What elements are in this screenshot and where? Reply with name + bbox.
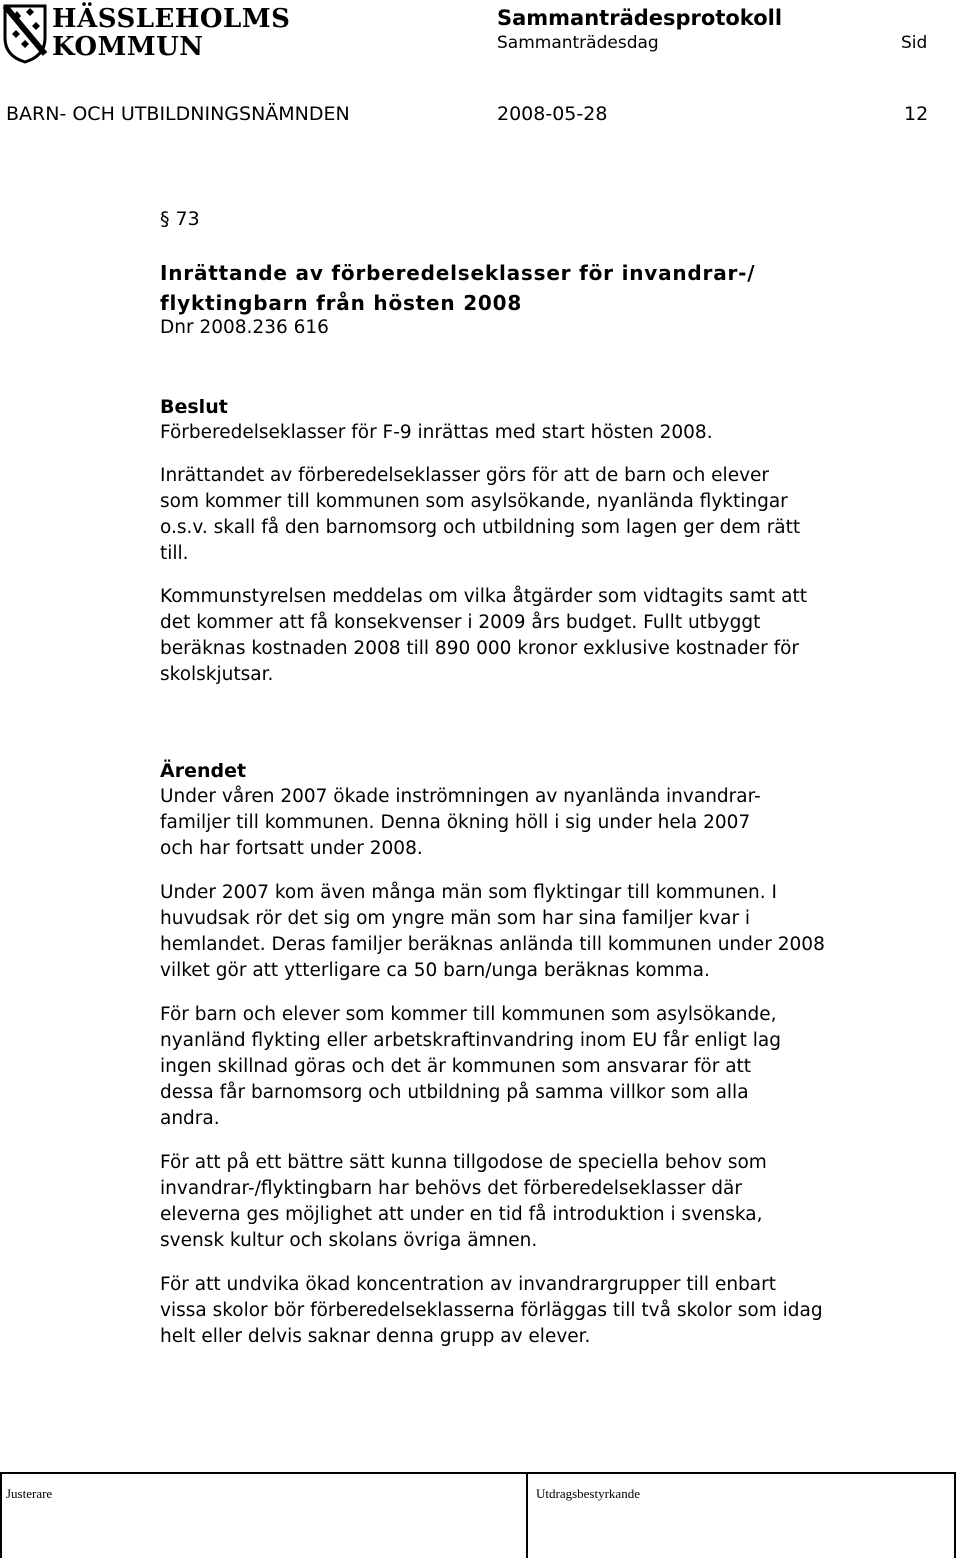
section-number: § 73 xyxy=(160,208,200,230)
logo-wordmark-line2: KOMMUN xyxy=(52,32,204,62)
arendet-paragraph: Under 2007 kom även många män som flyktingar till kommunen. I huvudsak rör det sig om yngre män som har sina familjer kvar i hemlandet. Deras familjer beräknas anlända till kommunen under 2008 vilket gör att ytterligare ca 50 barn/unga beräknas komma. xyxy=(160,882,825,981)
arendet-section xyxy=(160,758,940,1350)
arendet-paragraph: För barn och elever som kommer till kommunen som asylsökande, nyanländ flykting eller arbetskraftinvandring inom EU får enligt lag ingen skillnad göras och det är kommunen som ansvarar för att dessa får barnomsorg och utbildning på samma villkor som alla andra. xyxy=(160,1004,781,1129)
beslut-paragraph: Förberedelseklasser för F-9 inrättas med start hösten 2008. xyxy=(160,422,713,443)
arendet-paragraph: Under våren 2007 ökade inströmningen av nyanlända invandrar- familjer till kommunen. Denna ökning höll i sig under hela 2007 och har fortsatt under 2008. xyxy=(160,786,761,859)
arendet-heading: Ärendet xyxy=(160,760,247,782)
arendet-paragraph: För att undvika ökad koncentration av invandrargrupper till enbart vissa skolor bör förberedelseklasserna förläggas till två skolor som idag helt eller delvis saknar denna grupp av elever. xyxy=(160,1274,823,1347)
utdragsbestyrkande-label: Utdragsbestyrkande xyxy=(536,1486,640,1501)
beslut-section xyxy=(160,394,940,688)
footer-rule xyxy=(0,1472,956,1474)
document-type-title: Sammanträdesprotokoll xyxy=(497,6,783,30)
section-title: Inrättande av förberedelseklasser för invandrar-/ flyktingbarn från hösten 2008 xyxy=(160,261,756,315)
coat-of-arms-icon xyxy=(2,2,48,64)
justerare-label: Justerare xyxy=(6,1486,53,1501)
footer-divider xyxy=(0,1472,2,1558)
beslut-paragraph: Inrättandet av förberedelseklasser görs för att de barn och elever som kommer till kommunen som asylsökande, nyanlända flyktingar o.s.v. skall få den barnomsorg och utbildning som lagen ger dem rätt till. xyxy=(160,465,801,564)
arendet-paragraph: För att på ett bättre sätt kunna tillgodose de speciella behov som invandrar-/flyktingbarn har behövs det förberedelseklasser där eleverna ges möjlighet att under en tid få introduktion i svenska, svensk kultur och skolans övriga ämnen. xyxy=(160,1152,767,1251)
footer-divider xyxy=(526,1472,528,1558)
meeting-date: 2008-05-28 xyxy=(497,103,608,125)
diary-number: Dnr 2008.236 616 xyxy=(160,317,329,338)
logo-wordmark-line1: HÄSSLEHOLMS xyxy=(52,4,291,34)
beslut-heading: Beslut xyxy=(160,396,228,418)
page-label: Sid xyxy=(901,33,928,53)
meeting-day-label: Sammanträdesdag xyxy=(497,33,659,53)
footer-divider xyxy=(954,1472,956,1558)
committee-name: BARN- OCH UTBILDNINGSNÄMNDEN xyxy=(6,103,350,125)
page-number: 12 xyxy=(904,103,929,125)
beslut-paragraph: Kommunstyrelsen meddelas om vilka åtgärder som vidtagits samt att det kommer att få konsekvenser i 2009 års budget. Fullt utbyggt beräknas kostnaden 2008 till 890 000 kronor exklusive kostnader för skolskjutsar. xyxy=(160,586,808,685)
